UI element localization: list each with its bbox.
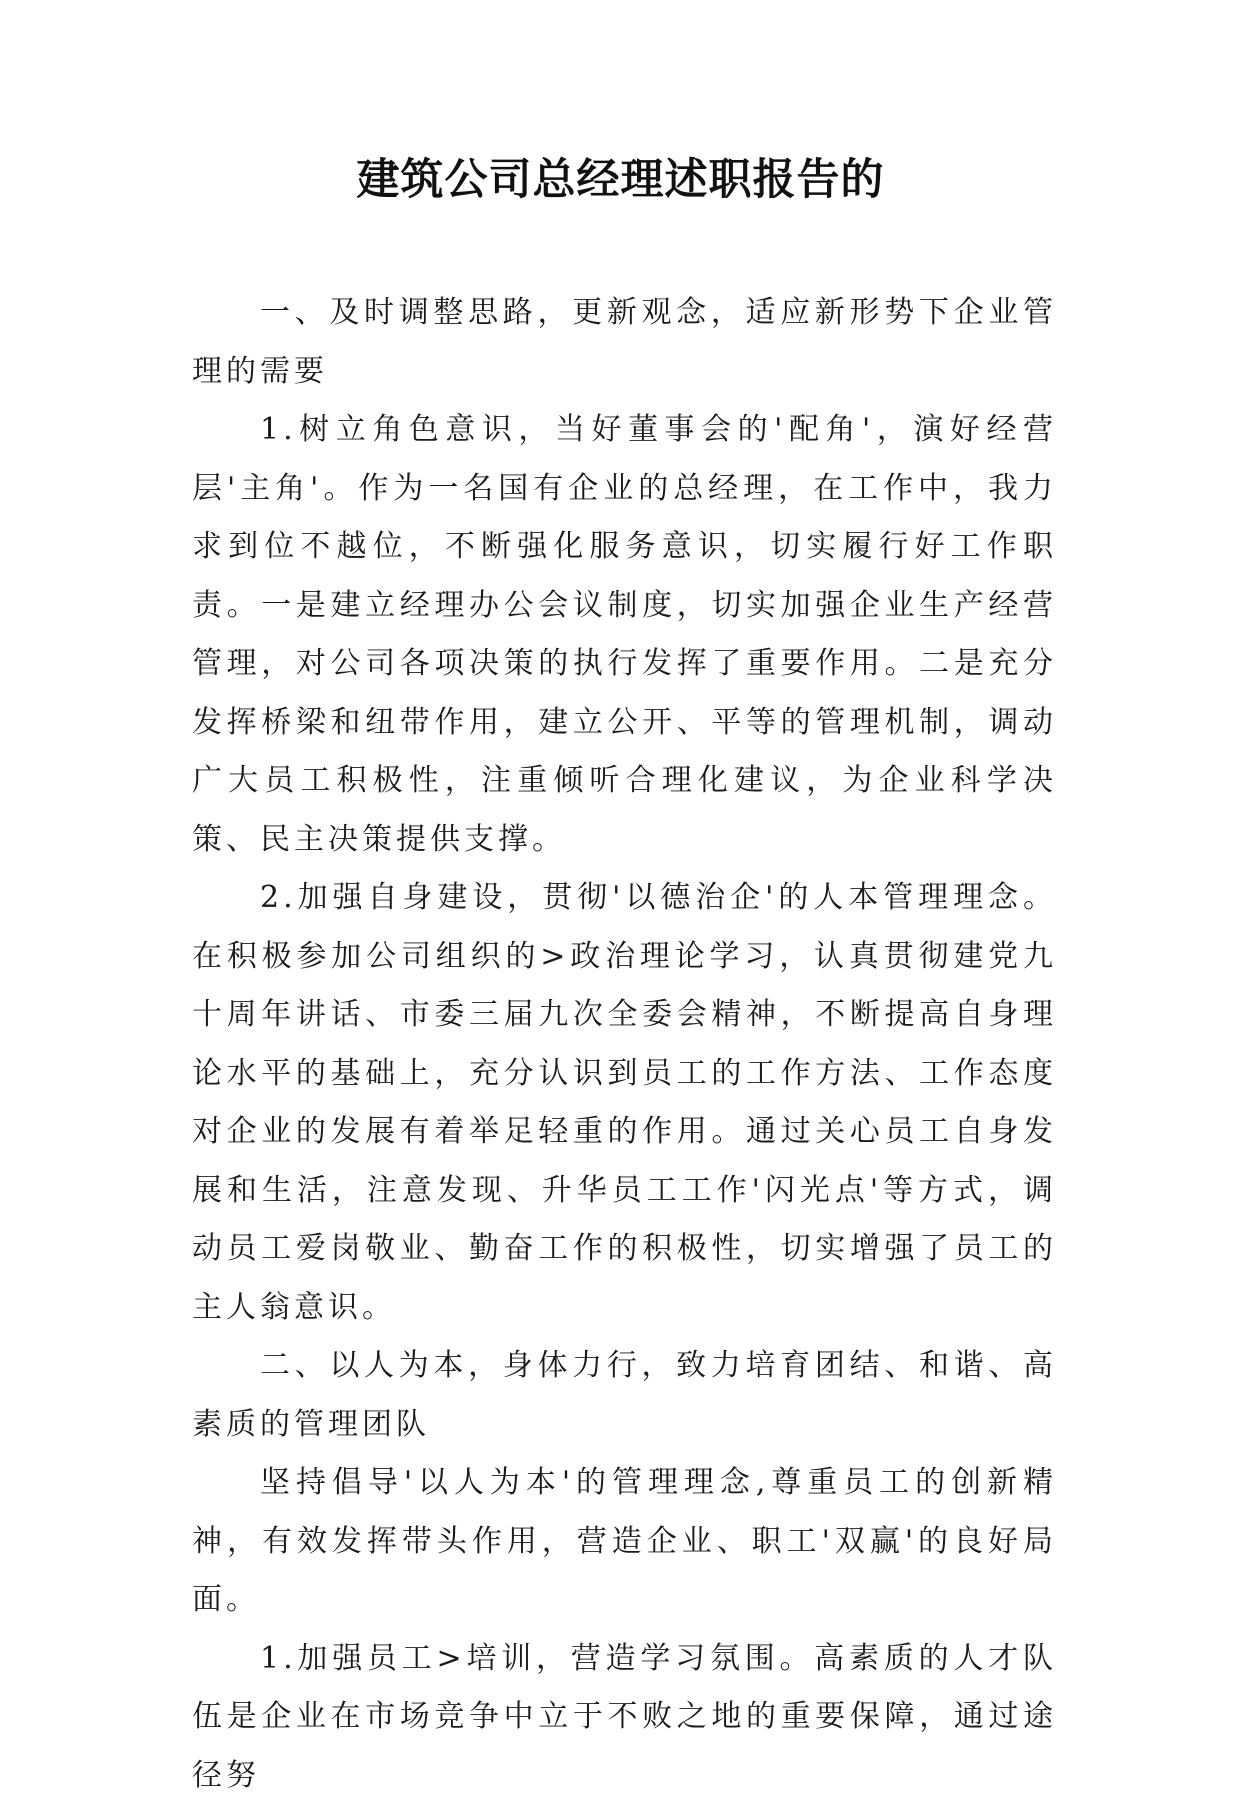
- paragraph-people-oriented: 坚持倡导'以人为本'的管理理念,尊重员工的创新精神，有效发挥带头作用，营造企业、职工'双赢'的良好局面。: [192, 1454, 1057, 1630]
- document-body: [192, 284, 1057, 1805]
- paragraph-self-building: 2.加强自身建设，贯彻'以德治企'的人本管理理念。在积极参加公司组织的>政治理论学习，认真贯彻建党九十周年讲话、市委三届九次全委会精神，不断提高自身理论水平的基础上，充分认识到员工的工作方法、工作态度对企业的发展有着举足轻重的作用。通过关心员工自身发展和生活，注意发现、升华员工工作'闪光点'等方式，调动员工爱岗敬业、勤奋工作的积极性，切实增强了员工的主人翁意识。: [192, 869, 1057, 1337]
- section-heading-2: 二、以人为本，身体力行，致力培育团结、和谐、高素质的管理团队: [192, 1337, 1057, 1454]
- paragraph-staff-training: 1.加强员工>培训，营造学习氛围。高素质的人才队伍是企业在市场竞争中立于不败之地的重要保障，通过途径努: [192, 1630, 1057, 1805]
- section-heading-1: 一、及时调整思路，更新观念，适应新形势下企业管理的需要: [192, 284, 1057, 401]
- document-title: 建筑公司总经理述职报告的: [0, 150, 1241, 210]
- paragraph-role-awareness: 1.树立角色意识，当好董事会的'配角'，演好经营层'主角'。作为一名国有企业的总经理，在工作中，我力求到位不越位，不断强化服务意识，切实履行好工作职责。一是建立经理办公会议制度，切实加强企业生产经营管理，对公司各项决策的执行发挥了重要作用。二是充分发挥桥梁和纽带作用，建立公开、平等的管理机制，调动广大员工积极性，注重倾听合理化建议，为企业科学决策、民主决策提供支撑。: [192, 401, 1057, 869]
